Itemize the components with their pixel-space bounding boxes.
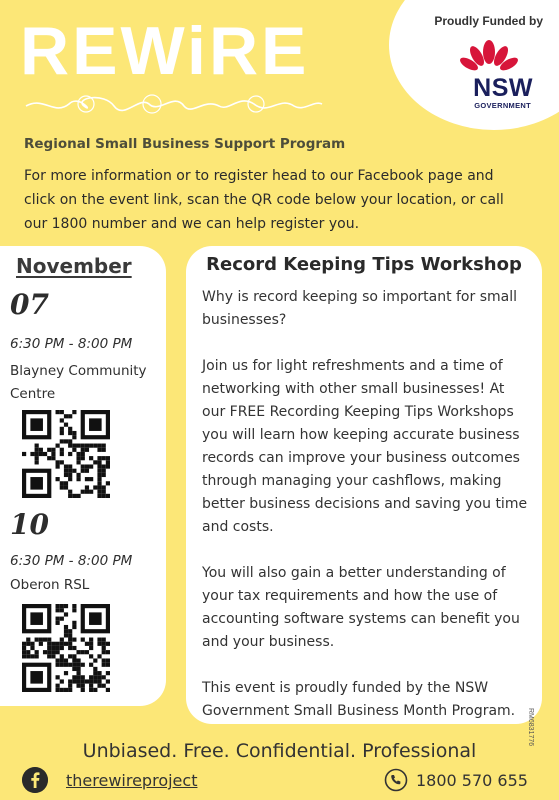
qr-code-icon[interactable] [22,410,110,498]
event-month: November [16,254,132,278]
nsw-government-text: GOVERNMENT [474,101,531,110]
program-name: Regional Small Business Support Program [24,136,346,152]
event-venue: Blayney Community Centre [10,363,147,402]
facebook-link[interactable]: therewireproject [66,771,198,790]
event-day: 07 [10,288,49,321]
facebook-icon[interactable] [22,767,48,793]
nsw-logo-text: NSW [473,74,533,102]
workshop-title: Record Keeping Tips Workshop [206,254,522,275]
logo-text: REWiRE [20,13,310,89]
squiggle-decoration [24,86,324,122]
workshop-paragraph: This event is proudly funded by the NSW Government Small Business Month Program. [202,680,516,719]
workshop-paragraph: Why is record keeping so important for small businesses? [202,289,517,328]
event-day: 10 [10,508,49,541]
phone-number[interactable]: 1800 570 655 [416,771,528,790]
workshop-body [202,286,532,723]
rewire-logo [20,12,340,90]
intro-text: For more information or to register head to our Facebook page and click on the event link, scan the QR code below your location, or call our 1800 number and we can help register you. [24,168,504,232]
tagline: Unbiased. Free. Confidential. Professional [82,740,477,762]
phone-icon[interactable] [384,768,408,792]
workshop-paragraph: You will also gain a better understanding of your tax requirements and how the use of accounting software systems can benefit you and your business. [202,565,520,650]
qr-code-icon[interactable] [22,604,110,692]
workshop-paragraph: Join us for light refreshments and a time of networking with other small businesses! At our FREE Recording Keeping Tips Workshops you will learn how keeping accurate business records can improve your business outcomes through managing your cashflows, making better business decisions and saving you time and costs. [202,358,528,535]
event-venue: Oberon RSL [10,577,90,593]
document-code: RM6831776 [527,708,534,747]
funded-by-label: Proudly Funded by [434,14,543,28]
event-time: 6:30 PM - 8:00 PM [10,336,133,352]
event-time: 6:30 PM - 8:00 PM [10,553,133,569]
